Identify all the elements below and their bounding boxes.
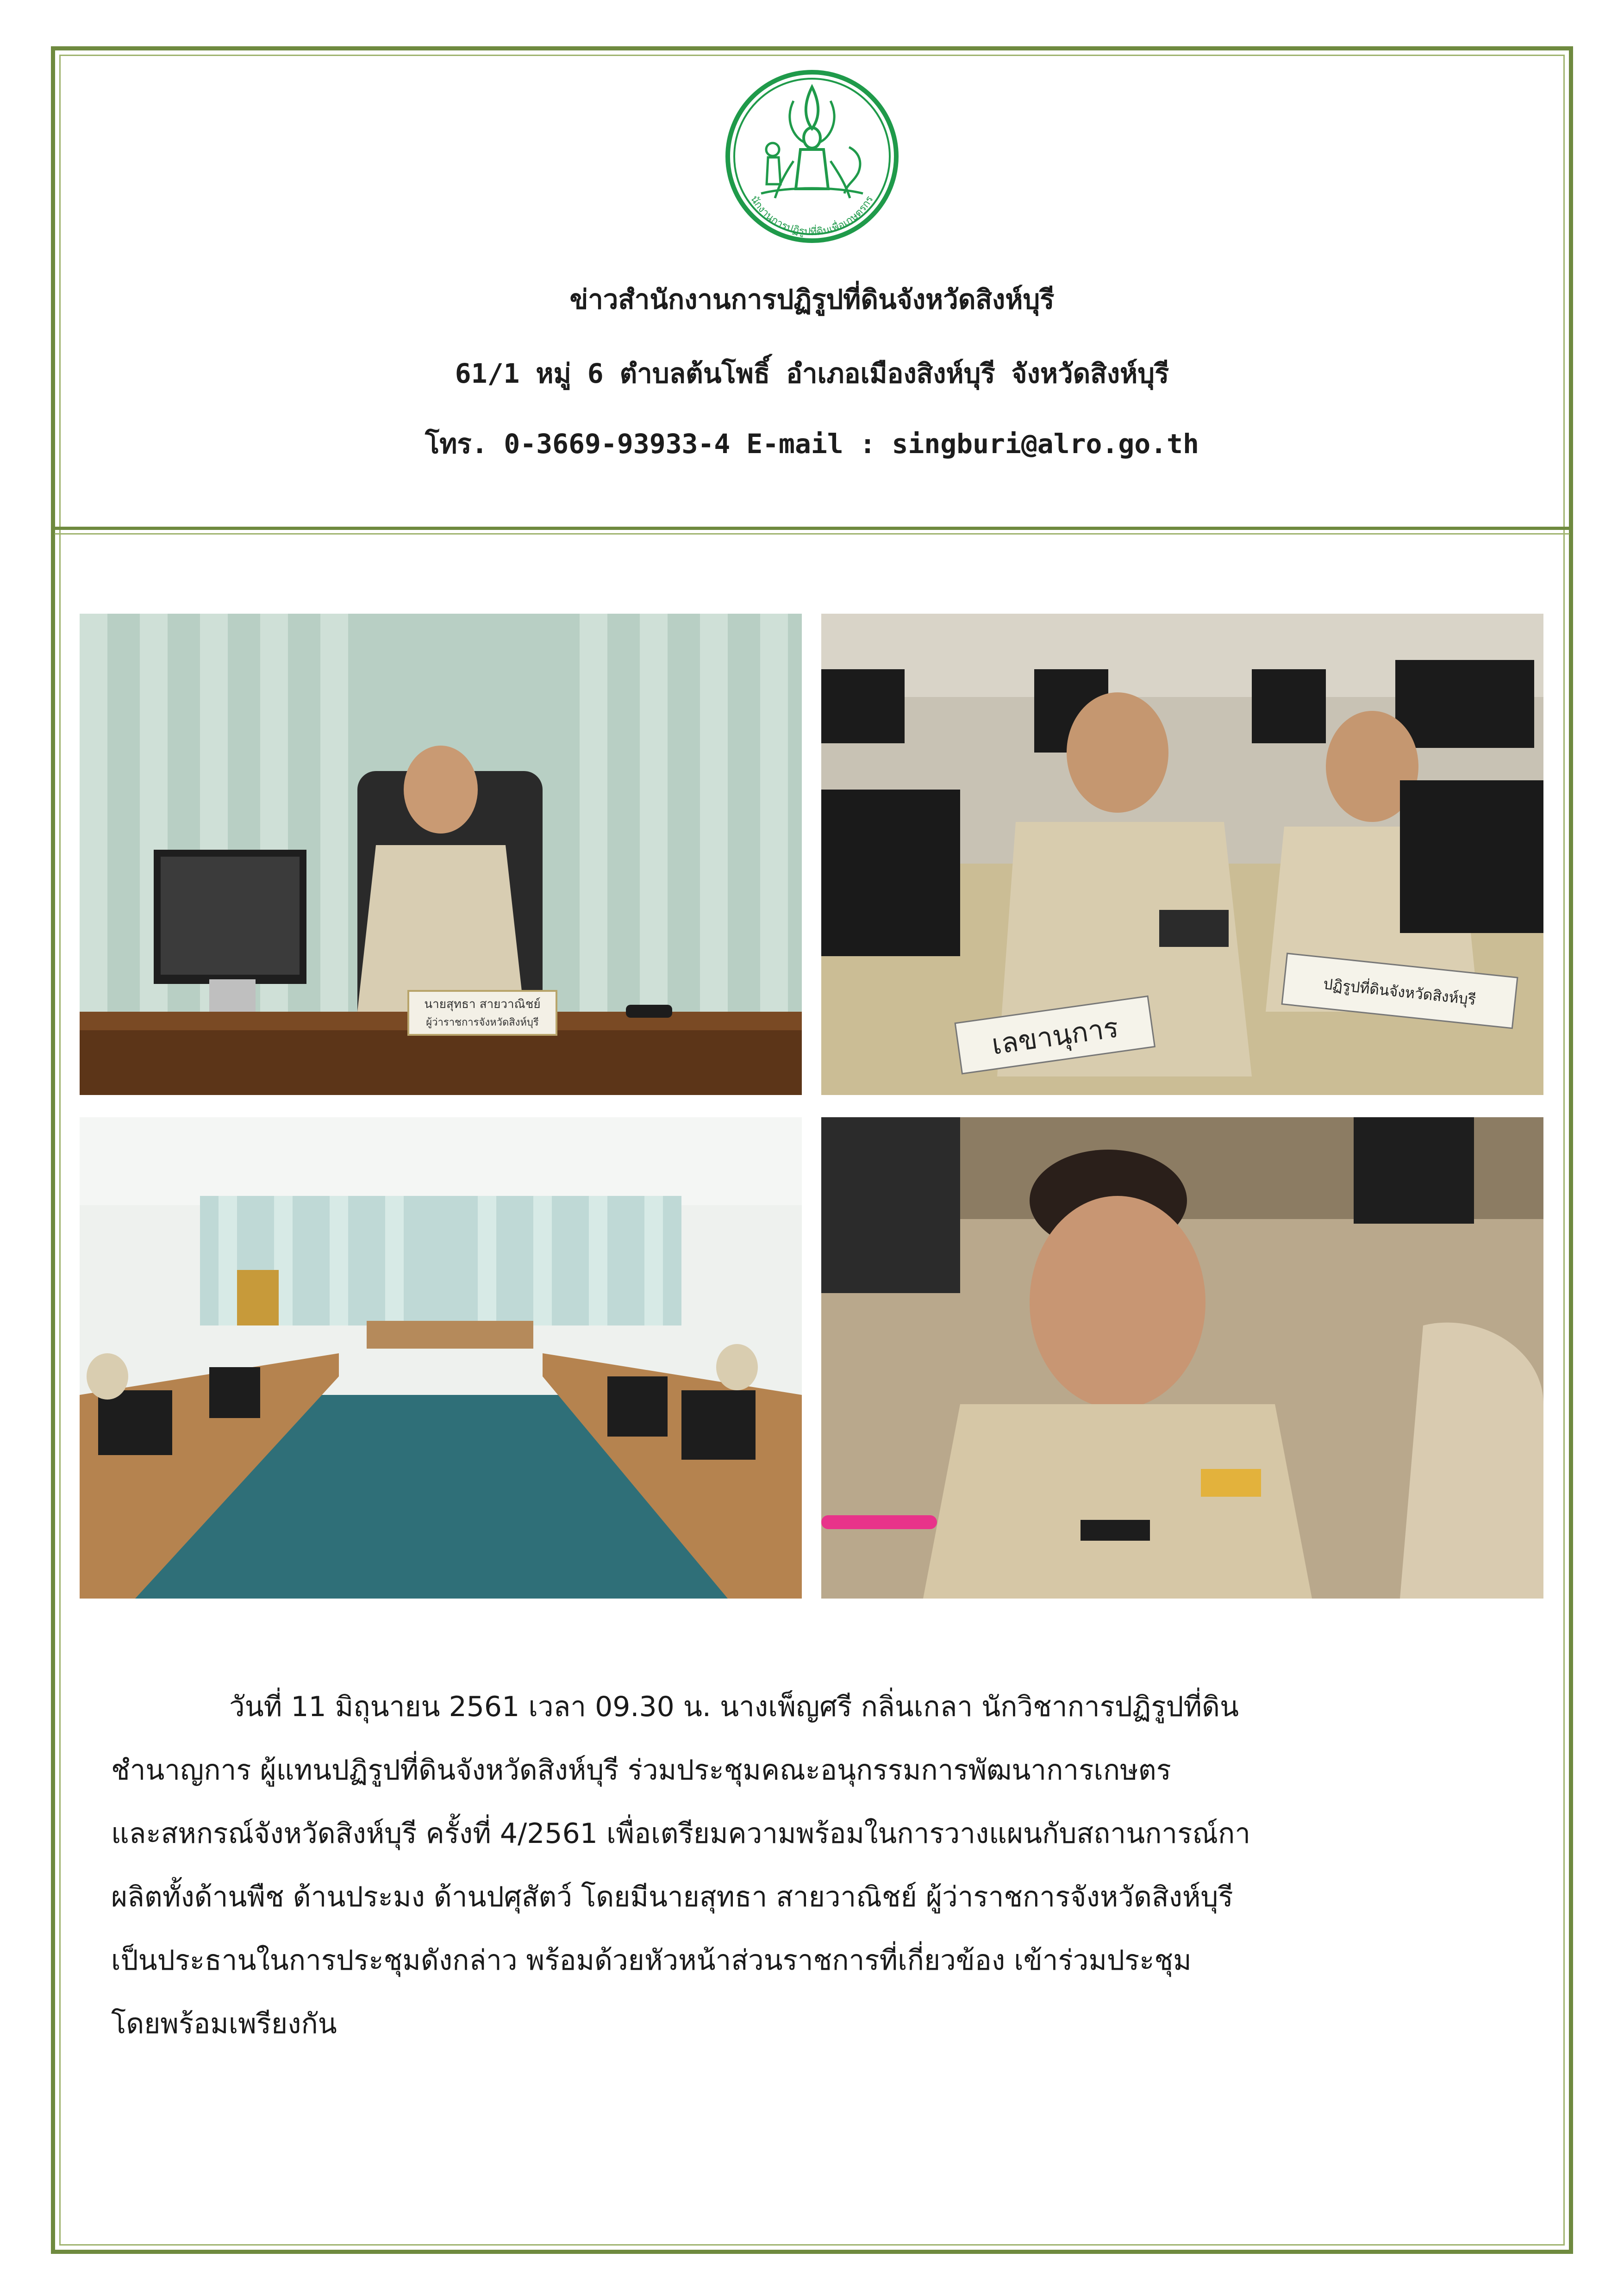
photo-secretary-desk — [821, 614, 1543, 1095]
photo-official-closeup — [821, 1117, 1543, 1599]
photo2-sign-office: ปฏิรูปที่ดินจังหวัดสิงห์บุรี — [1322, 975, 1477, 1009]
body-line-6: โดยพร้อมเพรียงกัน — [111, 2008, 337, 2040]
photo1-nameplate-sub: ผู้ว่าราชการจังหวัดสิงห์บุรี — [426, 1017, 539, 1028]
seal-arc-text: นักงานการปฏิรูปที่ดินเพื่อเกษตรกร — [748, 193, 876, 238]
photo-meeting-room — [80, 1117, 802, 1599]
photo2-sign-secretary: เลขานุการ — [990, 1011, 1121, 1061]
photo-governor-presiding — [80, 614, 802, 1095]
news-body — [111, 1675, 1532, 2056]
header-divider — [55, 527, 1569, 530]
agency-seal-logo — [724, 68, 900, 244]
header-divider-thin — [55, 533, 1569, 535]
body-line-3: และสหกรณ์จังหวัดสิงห์บุรี ครั้งที่ 4/2561 เพื่อเตรียมความพร้อมในการวางแผนกับสถานการณ์กา — [111, 1817, 1251, 1850]
agency-title: ข่าวสำนักงานการปฏิรูปที่ดินจังหวัดสิงห์บุรี — [569, 284, 1055, 315]
body-line-2: ชำนาญการ ผู้แทนปฏิรูปที่ดินจังหวัดสิงห์บุรี ร่วมประชุมคณะอนุกรรมการพัฒนาการเกษตร — [111, 1754, 1171, 1786]
agency-address: 61/1 หมู่ 6 ตำบลต้นโพธิ์ อำเภอเมืองสิงห์บุรี จังหวัดสิงห์บุรี — [455, 358, 1169, 389]
body-line-1: วันที่ 11 มิถุนายน 2561 เวลา 09.30 น. นางเพ็ญศรี กลิ่นเกลา นักวิชาการปฏิรูปที่ดิน — [229, 1691, 1239, 1723]
body-line-5: เป็นประธานในการประชุมดังกล่าว พร้อมด้วยหัวหน้าส่วนราชการที่เกี่ยวข้อง เข้าร่วมประชุม — [111, 1944, 1192, 1977]
body-line-4: ผลิตทั้งด้านพืช ด้านประมง ด้านปศุสัตว์ โดยมีนายสุทธา สายวาณิชย์ ผู้ว่าราชการจังหวัดสิงห์บุรี — [111, 1881, 1233, 1913]
photo1-nameplate: นายสุทธา สายวาณิชย์ — [424, 997, 541, 1011]
agency-contact: โทร. 0-3669-93933-4 E-mail : singburi@alro.go.th — [425, 428, 1199, 460]
